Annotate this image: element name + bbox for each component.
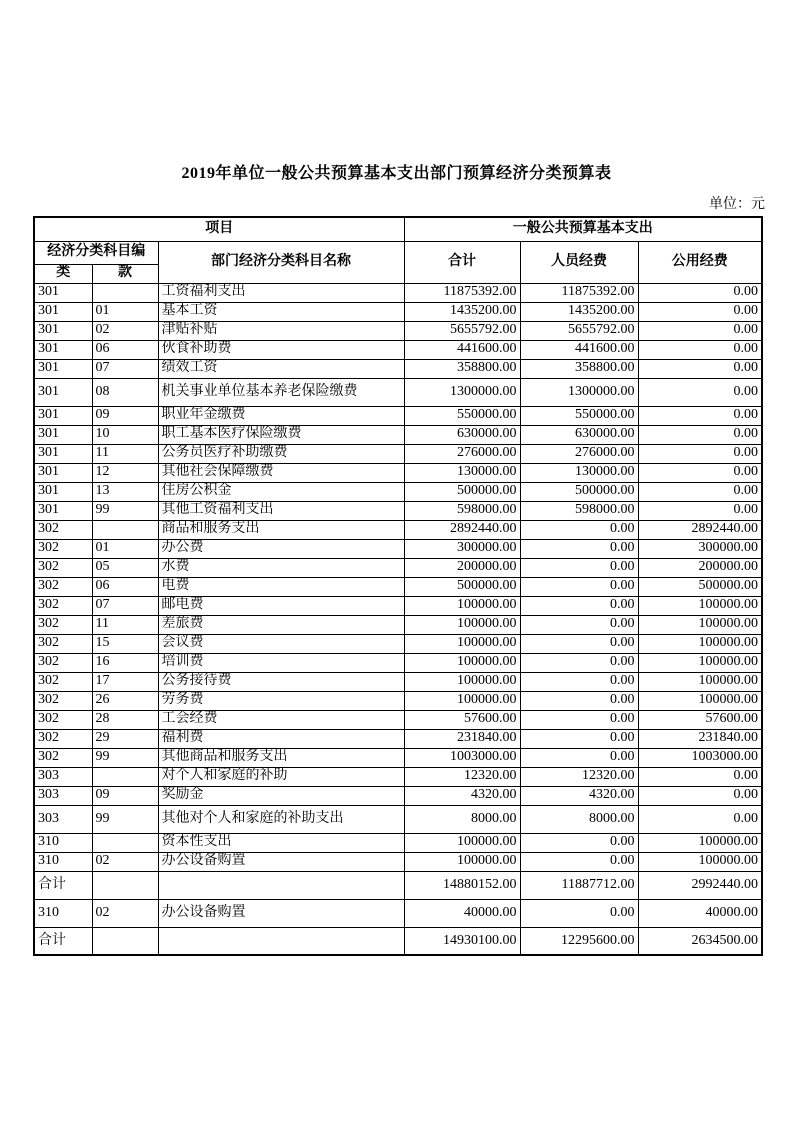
cell-class-code: 302 (34, 577, 92, 596)
cell-total: 1435200.00 (404, 302, 520, 321)
cell-total: 100000.00 (404, 852, 520, 871)
cell-item-code: 26 (92, 691, 158, 710)
cell-total: 630000.00 (404, 425, 520, 444)
cell-public: 0.00 (638, 359, 762, 378)
cell-item-code: 06 (92, 577, 158, 596)
cell-total: 4320.00 (404, 786, 520, 805)
cell-class-code: 301 (34, 482, 92, 501)
cell-class-code: 301 (34, 463, 92, 482)
cell-subject-name: 工资福利支出 (158, 283, 404, 302)
cell-personnel: 500000.00 (520, 482, 638, 501)
cell-item-code: 29 (92, 729, 158, 748)
cell-class-code: 302 (34, 558, 92, 577)
cell-public: 100000.00 (638, 615, 762, 634)
cell-item-code (92, 871, 158, 899)
cell-personnel: 0.00 (520, 833, 638, 852)
cell-item-code (92, 927, 158, 955)
table-row (34, 634, 762, 653)
cell-public: 231840.00 (638, 729, 762, 748)
cell-item-code: 02 (92, 852, 158, 871)
cell-public: 0.00 (638, 444, 762, 463)
cell-item-code: 17 (92, 672, 158, 691)
cell-personnel: 0.00 (520, 596, 638, 615)
cell-total: 1003000.00 (404, 748, 520, 767)
cell-item-code: 28 (92, 710, 158, 729)
cell-personnel: 0.00 (520, 558, 638, 577)
cell-personnel: 276000.00 (520, 444, 638, 463)
cell-personnel: 0.00 (520, 577, 638, 596)
table-row (34, 340, 762, 359)
cell-total: 276000.00 (404, 444, 520, 463)
cell-total: 598000.00 (404, 501, 520, 520)
cell-personnel: 0.00 (520, 710, 638, 729)
cell-item-code: 06 (92, 340, 158, 359)
cell-class-code: 302 (34, 634, 92, 653)
table-row (34, 767, 762, 786)
cell-public: 100000.00 (638, 634, 762, 653)
cell-public: 100000.00 (638, 833, 762, 852)
cell-public: 0.00 (638, 425, 762, 444)
table-row (34, 748, 762, 767)
cell-public: 100000.00 (638, 596, 762, 615)
cell-subject-name: 对个人和家庭的补助 (158, 767, 404, 786)
table-row (34, 558, 762, 577)
cell-subject-name: 培训费 (158, 653, 404, 672)
cell-class-code: 301 (34, 425, 92, 444)
cell-item-code: 11 (92, 444, 158, 463)
cell-personnel: 5655792.00 (520, 321, 638, 340)
budget-table (33, 216, 763, 956)
cell-total: 1300000.00 (404, 378, 520, 406)
table-row (34, 501, 762, 520)
cell-public: 2634500.00 (638, 927, 762, 955)
cell-public: 0.00 (638, 283, 762, 302)
cell-item-code: 11 (92, 615, 158, 634)
cell-subject-name: 工会经费 (158, 710, 404, 729)
cell-public: 200000.00 (638, 558, 762, 577)
cell-class-code: 301 (34, 359, 92, 378)
cell-subject-name: 其他工资福利支出 (158, 501, 404, 520)
table-row (34, 672, 762, 691)
table-row (34, 482, 762, 501)
cell-item-code: 12 (92, 463, 158, 482)
cell-class-code: 302 (34, 710, 92, 729)
cell-item-code: 09 (92, 406, 158, 425)
cell-item-code: 13 (92, 482, 158, 501)
cell-personnel: 630000.00 (520, 425, 638, 444)
cell-total: 8000.00 (404, 805, 520, 833)
cell-subject-name: 商品和服务支出 (158, 520, 404, 539)
table-row (34, 729, 762, 748)
cell-total: 300000.00 (404, 539, 520, 558)
cell-class-code: 301 (34, 302, 92, 321)
cell-subject-name (158, 871, 404, 899)
cell-subject-name: 办公设备购置 (158, 899, 404, 927)
cell-class-code: 合计 (34, 927, 92, 955)
header-public: 公用经费 (638, 241, 762, 283)
table-row (34, 302, 762, 321)
cell-class-code: 302 (34, 596, 92, 615)
cell-item-code: 99 (92, 805, 158, 833)
cell-personnel: 0.00 (520, 615, 638, 634)
cell-total: 500000.00 (404, 482, 520, 501)
table-row (34, 359, 762, 378)
cell-total: 100000.00 (404, 833, 520, 852)
cell-class-code: 301 (34, 378, 92, 406)
cell-class-code: 301 (34, 340, 92, 359)
cell-total: 11875392.00 (404, 283, 520, 302)
header-class-col: 类 (34, 264, 92, 283)
cell-class-code: 301 (34, 406, 92, 425)
cell-public: 0.00 (638, 501, 762, 520)
cell-total: 14930100.00 (404, 927, 520, 955)
cell-subject-name: 资本性支出 (158, 833, 404, 852)
cell-subject-name: 邮电费 (158, 596, 404, 615)
cell-total: 100000.00 (404, 653, 520, 672)
cell-total: 14880152.00 (404, 871, 520, 899)
table-row (34, 899, 762, 927)
cell-personnel: 1300000.00 (520, 378, 638, 406)
cell-class-code: 合计 (34, 871, 92, 899)
cell-personnel: 4320.00 (520, 786, 638, 805)
cell-public: 2992440.00 (638, 871, 762, 899)
cell-personnel: 11875392.00 (520, 283, 638, 302)
cell-class-code: 302 (34, 615, 92, 634)
cell-item-code (92, 520, 158, 539)
cell-class-code: 302 (34, 539, 92, 558)
cell-total: 100000.00 (404, 596, 520, 615)
cell-personnel: 0.00 (520, 520, 638, 539)
page-title: 2019年单位一般公共预算基本支出部门预算经济分类预算表 (181, 165, 612, 182)
cell-personnel: 1435200.00 (520, 302, 638, 321)
cell-public: 0.00 (638, 805, 762, 833)
cell-subject-name: 其他对个人和家庭的补助支出 (158, 805, 404, 833)
cell-item-code: 07 (92, 359, 158, 378)
cell-public: 57600.00 (638, 710, 762, 729)
cell-class-code: 310 (34, 852, 92, 871)
cell-public: 0.00 (638, 463, 762, 482)
header-subject-name: 部门经济分类科目名称 (158, 241, 404, 283)
table-row (34, 406, 762, 425)
cell-class-code: 303 (34, 786, 92, 805)
unit-label: 单位：元 (709, 197, 765, 212)
cell-item-code: 16 (92, 653, 158, 672)
cell-item-code: 01 (92, 539, 158, 558)
cell-subject-name: 其他社会保障缴费 (158, 463, 404, 482)
cell-subject-name: 职工基本医疗保险缴费 (158, 425, 404, 444)
cell-item-code: 99 (92, 501, 158, 520)
cell-total: 130000.00 (404, 463, 520, 482)
header-personnel: 人员经费 (520, 241, 638, 283)
cell-public: 0.00 (638, 302, 762, 321)
cell-subject-name: 其他商品和服务支出 (158, 748, 404, 767)
cell-personnel: 11887712.00 (520, 871, 638, 899)
table-body (34, 283, 762, 955)
cell-public: 0.00 (638, 378, 762, 406)
cell-personnel: 8000.00 (520, 805, 638, 833)
table-row (34, 463, 762, 482)
header-budget-section: 一般公共预算基本支出 (404, 217, 762, 241)
cell-personnel: 0.00 (520, 729, 638, 748)
cell-public: 0.00 (638, 406, 762, 425)
table-row (34, 833, 762, 852)
cell-item-code (92, 283, 158, 302)
cell-subject-name: 办公设备购置 (158, 852, 404, 871)
table-row (34, 615, 762, 634)
cell-personnel: 550000.00 (520, 406, 638, 425)
cell-subject-name: 基本工资 (158, 302, 404, 321)
cell-public: 2892440.00 (638, 520, 762, 539)
cell-item-code: 15 (92, 634, 158, 653)
cell-public: 0.00 (638, 482, 762, 501)
cell-personnel: 12320.00 (520, 767, 638, 786)
cell-personnel: 598000.00 (520, 501, 638, 520)
cell-public: 0.00 (638, 767, 762, 786)
cell-subject-name: 福利费 (158, 729, 404, 748)
cell-class-code: 302 (34, 520, 92, 539)
cell-subject-name: 职业年金缴费 (158, 406, 404, 425)
cell-public: 0.00 (638, 340, 762, 359)
table-row (34, 805, 762, 833)
cell-subject-name: 奖励金 (158, 786, 404, 805)
cell-public: 100000.00 (638, 691, 762, 710)
table-row (34, 596, 762, 615)
cell-public: 100000.00 (638, 852, 762, 871)
cell-public: 100000.00 (638, 672, 762, 691)
cell-personnel: 358800.00 (520, 359, 638, 378)
cell-subject-name: 津贴补贴 (158, 321, 404, 340)
cell-item-code: 08 (92, 378, 158, 406)
cell-public: 40000.00 (638, 899, 762, 927)
table-row (34, 927, 762, 955)
cell-public: 0.00 (638, 321, 762, 340)
cell-class-code: 310 (34, 833, 92, 852)
cell-total: 441600.00 (404, 340, 520, 359)
cell-class-code: 301 (34, 444, 92, 463)
cell-subject-name: 劳务费 (158, 691, 404, 710)
table-row (34, 786, 762, 805)
cell-total: 200000.00 (404, 558, 520, 577)
cell-total: 57600.00 (404, 710, 520, 729)
cell-class-code: 301 (34, 501, 92, 520)
table-row (34, 520, 762, 539)
cell-class-code: 301 (34, 321, 92, 340)
cell-class-code: 310 (34, 899, 92, 927)
cell-public: 300000.00 (638, 539, 762, 558)
cell-item-code: 99 (92, 748, 158, 767)
table-row (34, 852, 762, 871)
table-row (34, 539, 762, 558)
cell-personnel: 12295600.00 (520, 927, 638, 955)
table-header (34, 217, 762, 283)
cell-total: 12320.00 (404, 767, 520, 786)
table-row (34, 871, 762, 899)
cell-public: 0.00 (638, 786, 762, 805)
cell-total: 100000.00 (404, 691, 520, 710)
cell-class-code: 303 (34, 767, 92, 786)
table-row (34, 653, 762, 672)
cell-subject-name: 办公费 (158, 539, 404, 558)
cell-personnel: 0.00 (520, 899, 638, 927)
cell-personnel: 0.00 (520, 672, 638, 691)
cell-total: 40000.00 (404, 899, 520, 927)
cell-subject-name: 公务接待费 (158, 672, 404, 691)
cell-item-code: 07 (92, 596, 158, 615)
cell-personnel: 441600.00 (520, 340, 638, 359)
cell-item-code: 02 (92, 899, 158, 927)
cell-subject-name (158, 927, 404, 955)
cell-class-code: 302 (34, 748, 92, 767)
cell-personnel: 0.00 (520, 852, 638, 871)
table-row (34, 425, 762, 444)
header-item-col: 款 (92, 264, 158, 283)
cell-public: 100000.00 (638, 653, 762, 672)
cell-subject-name: 水费 (158, 558, 404, 577)
cell-total: 231840.00 (404, 729, 520, 748)
cell-total: 550000.00 (404, 406, 520, 425)
table-row (34, 378, 762, 406)
cell-subject-name: 伙食补助费 (158, 340, 404, 359)
cell-total: 5655792.00 (404, 321, 520, 340)
cell-subject-name: 差旅费 (158, 615, 404, 634)
cell-personnel: 0.00 (520, 539, 638, 558)
cell-item-code: 05 (92, 558, 158, 577)
cell-total: 100000.00 (404, 615, 520, 634)
table-row (34, 321, 762, 340)
cell-subject-name: 电费 (158, 577, 404, 596)
cell-subject-name: 绩效工资 (158, 359, 404, 378)
cell-subject-name: 机关事业单位基本养老保险缴费 (158, 378, 404, 406)
table-row (34, 444, 762, 463)
cell-subject-name: 公务员医疗补助缴费 (158, 444, 404, 463)
cell-class-code: 302 (34, 653, 92, 672)
cell-total: 100000.00 (404, 634, 520, 653)
header-row-2 (34, 241, 762, 264)
cell-item-code: 02 (92, 321, 158, 340)
cell-class-code: 302 (34, 672, 92, 691)
cell-total: 100000.00 (404, 672, 520, 691)
cell-item-code (92, 767, 158, 786)
cell-item-code: 01 (92, 302, 158, 321)
header-code-group: 经济分类科目编 (34, 241, 158, 264)
cell-personnel: 0.00 (520, 653, 638, 672)
table-row (34, 710, 762, 729)
table-row (34, 283, 762, 302)
cell-personnel: 0.00 (520, 634, 638, 653)
header-project: 项目 (34, 217, 404, 241)
cell-total: 358800.00 (404, 359, 520, 378)
cell-item-code (92, 833, 158, 852)
cell-personnel: 0.00 (520, 691, 638, 710)
cell-class-code: 302 (34, 691, 92, 710)
cell-class-code: 302 (34, 729, 92, 748)
cell-class-code: 303 (34, 805, 92, 833)
header-row-1 (34, 217, 762, 241)
cell-personnel: 0.00 (520, 748, 638, 767)
cell-subject-name: 会议费 (158, 634, 404, 653)
header-total: 合计 (404, 241, 520, 283)
cell-item-code: 10 (92, 425, 158, 444)
cell-total: 500000.00 (404, 577, 520, 596)
cell-public: 1003000.00 (638, 748, 762, 767)
table-row (34, 691, 762, 710)
cell-class-code: 301 (34, 283, 92, 302)
cell-total: 2892440.00 (404, 520, 520, 539)
cell-public: 500000.00 (638, 577, 762, 596)
cell-personnel: 130000.00 (520, 463, 638, 482)
cell-item-code: 09 (92, 786, 158, 805)
table-row (34, 577, 762, 596)
cell-subject-name: 住房公积金 (158, 482, 404, 501)
